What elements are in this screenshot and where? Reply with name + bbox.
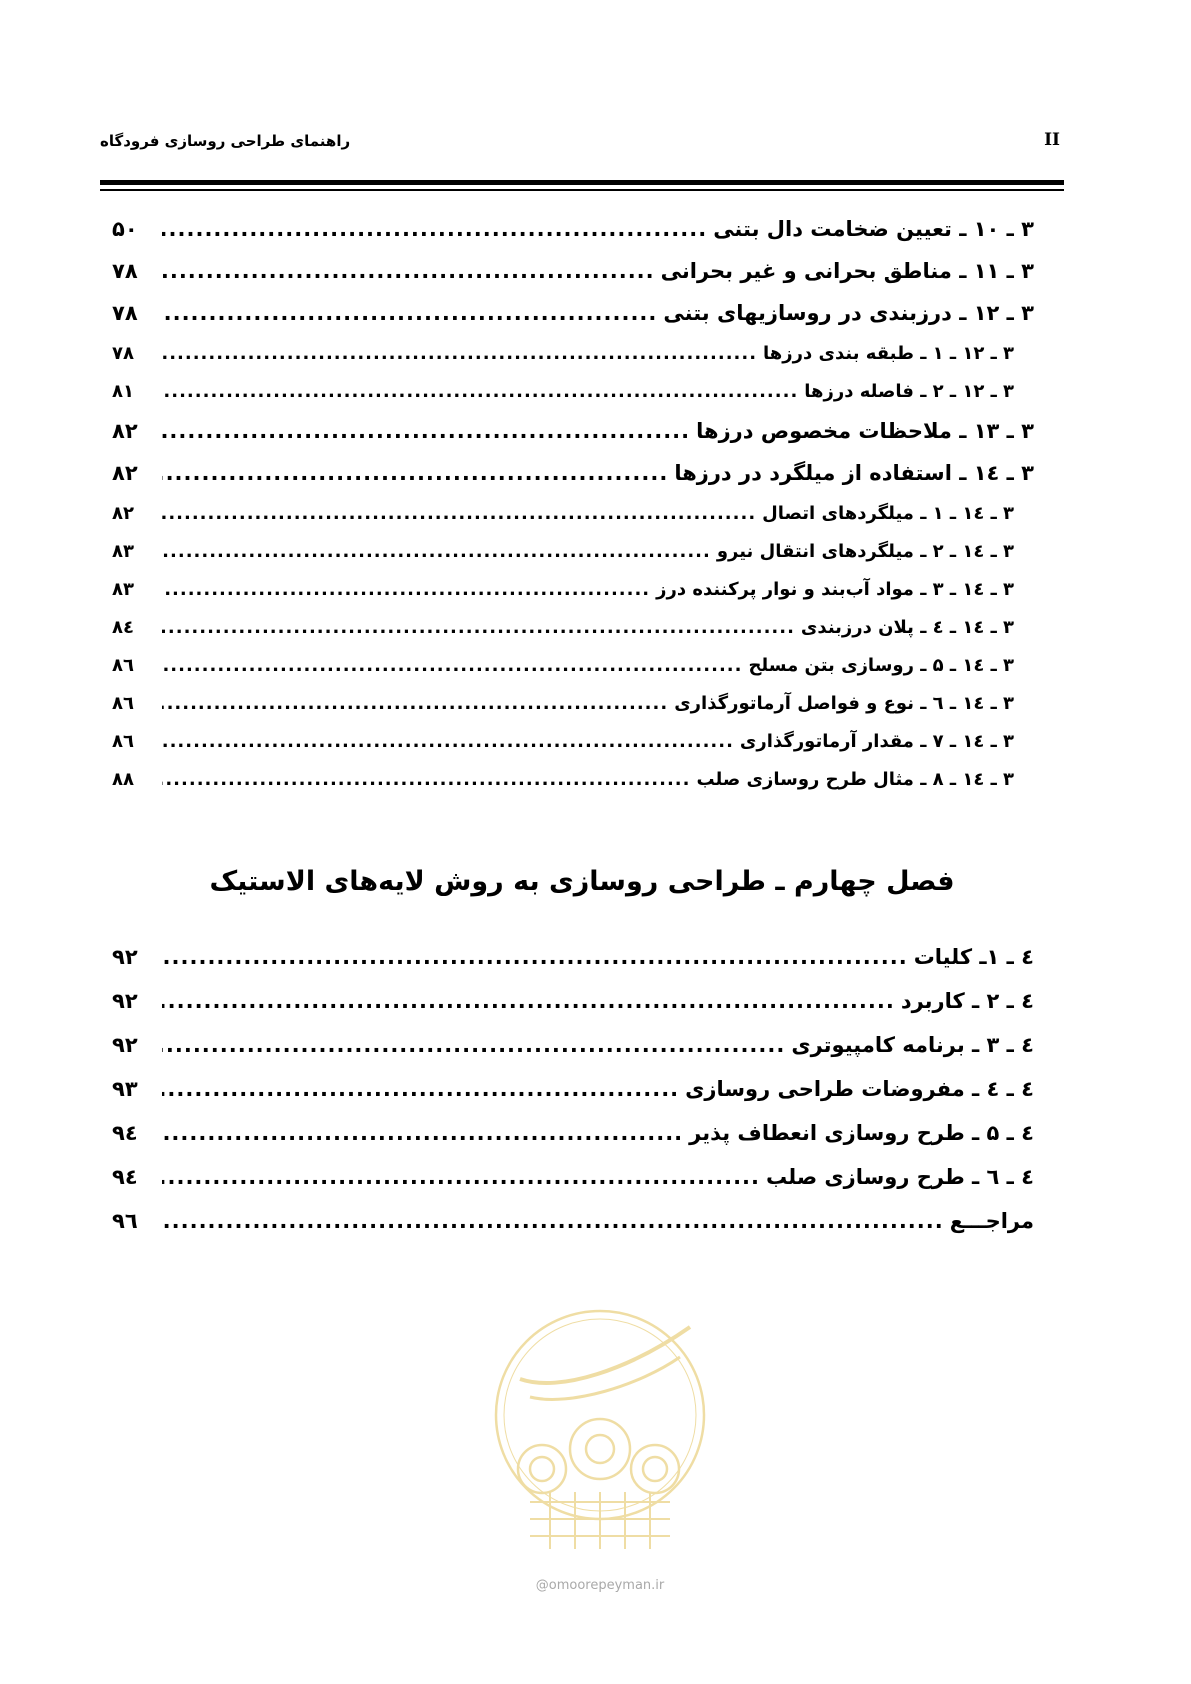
header-rule-thin (100, 189, 1064, 191)
toc-entry-title: ٤ ـ ٦ ـ طرح روسازی صلب (766, 1165, 1034, 1189)
toc-leader-dots (162, 419, 690, 443)
toc-entry[interactable] (112, 503, 1034, 541)
toc-entry[interactable] (112, 419, 1034, 461)
toc-leader-dots (162, 731, 734, 752)
toc-leader-dots (162, 259, 655, 283)
toc-entry-page: ۸۲ (112, 503, 134, 524)
toc-entry-title: ۳ ـ ۱۰ ـ تعیین ضخامت دال بتنی (713, 217, 1034, 241)
header-rule-thick (100, 180, 1064, 185)
toc-leader-dots (162, 381, 798, 402)
toc-entry[interactable] (112, 1121, 1034, 1165)
toc-entry-page: ۵۰ (112, 217, 138, 241)
toc-section-3 (112, 217, 1034, 807)
toc-entry-page: ۸۲ (112, 419, 138, 443)
toc-leader-dots (162, 1165, 760, 1189)
toc-entry-title: ٤ ـ ۱ـ کلیات (913, 945, 1034, 969)
toc-entry[interactable] (112, 541, 1034, 579)
toc-entry-page: ٨٦ (112, 655, 134, 676)
running-title: راهنمای طراحی روسازی فرودگاه (100, 132, 351, 150)
toc-entry-page: ۸۳ (112, 541, 134, 562)
toc-entry[interactable] (112, 693, 1034, 731)
toc-entry-title: ۳ ـ ۱۲ ـ ۲ ـ فاصله درزها (804, 381, 1014, 402)
watermark-url: @omoorepeyman.ir (535, 1578, 665, 1593)
toc-entry-page: ٩٤ (112, 1121, 138, 1145)
toc-entry-title: ٤ ـ ٤ ـ مفروضات طراحی روسازی (685, 1077, 1034, 1101)
toc-leader-dots (162, 1077, 679, 1101)
toc-leader-dots (162, 301, 657, 325)
toc-entry[interactable] (112, 945, 1034, 989)
toc-leader-dots (162, 217, 707, 241)
toc-entry-page: ۹۲ (112, 1033, 138, 1057)
toc-entry-page: ۹۲ (112, 989, 138, 1013)
toc-entry-page: ۸۱ (112, 381, 134, 402)
chapter-heading: فصل چهارم ـ طراحی روسازی به روش لایه‌های الاستیک (209, 866, 955, 897)
toc-entry-page: ۹۳ (112, 1077, 138, 1101)
toc-entry-title: ٤ ـ ۳ ـ برنامه کامپیوتری (791, 1033, 1034, 1057)
toc-entry-page: ۸۲ (112, 461, 138, 485)
toc-entry[interactable] (112, 343, 1034, 381)
toc-entry-page: ۷۸ (112, 259, 138, 283)
toc-entry-title: ۳ ـ ١٤ ـ ۳ ـ مواد آب‌بند و نوار پرکننده درز (656, 579, 1014, 600)
toc-entry[interactable] (112, 617, 1034, 655)
running-header (100, 126, 1060, 162)
toc-entry[interactable] (112, 217, 1034, 259)
toc-entry[interactable] (112, 259, 1034, 301)
toc-entry[interactable] (112, 655, 1034, 693)
toc-entry-page: ٨٦ (112, 693, 134, 714)
toc-entry-title: ۳ ـ ١٤ ـ ۷ ـ مقدار آرماتورگذاری (739, 731, 1014, 752)
watermark-logo (490, 1297, 710, 1567)
toc-entry-title: ۳ ـ ۱۲ ـ ۱ ـ طبقه بندی درزها (763, 343, 1014, 364)
toc-leader-dots (162, 579, 650, 600)
toc-leader-dots (162, 945, 908, 969)
toc-leader-dots (162, 989, 895, 1013)
toc-entry-page: ۷۸ (112, 301, 138, 325)
toc-leader-dots (162, 1033, 785, 1057)
toc-entry-title: ۳ ـ ۱۱ ـ مناطق بحرانی و غیر بحرانی (660, 259, 1034, 283)
toc-entry-page: ٩٤ (112, 1165, 138, 1189)
toc-entry-page: ٨٤ (112, 617, 134, 638)
toc-entry-page: ٩٦ (112, 1209, 138, 1233)
toc-entry-title: ۳ ـ ١٤ ـ ۸ ـ مثال طرح روسازی صلب (696, 769, 1014, 790)
toc-leader-dots (162, 503, 756, 524)
toc-entry-page: ۸۸ (112, 769, 134, 790)
toc-entry[interactable] (112, 1209, 1034, 1253)
toc-entry-title: ۳ ـ ١٤ ـ استفاده از میلگرد در درزها (674, 461, 1034, 485)
toc-entry[interactable] (112, 579, 1034, 617)
toc-leader-dots (162, 343, 757, 364)
toc-entry-title: ۳ ـ ١٤ ـ ٤ ـ پلان درزبندی (800, 617, 1014, 638)
toc-entry-title: ۳ ـ ۱۲ ـ درزبندی در روسازیهای بتنی (663, 301, 1034, 325)
toc-entry-page: ٨٦ (112, 731, 134, 752)
toc-leader-dots (162, 617, 795, 638)
toc-entry[interactable] (112, 381, 1034, 419)
toc-entry-page: ۸۳ (112, 579, 134, 600)
toc-leader-dots (162, 693, 668, 714)
toc-entry-title: ۳ ـ ١٤ ـ ۲ ـ میلگردهای انتقال نیرو (716, 541, 1014, 562)
toc-entry[interactable] (112, 461, 1034, 503)
toc-entry-title: ۳ ـ ١٤ ـ ۱ ـ میلگردهای اتصال (762, 503, 1014, 524)
toc-entry-title: ۳ ـ ١٤ ـ ٦ ـ نوع و فواصل آرماتورگذاری (674, 693, 1014, 714)
toc-leader-dots (162, 461, 668, 485)
toc-entry[interactable] (112, 769, 1034, 807)
toc-entry[interactable] (112, 1165, 1034, 1209)
toc-leader-dots (162, 1209, 944, 1233)
toc-leader-dots (162, 655, 742, 676)
toc-entry[interactable] (112, 731, 1034, 769)
toc-entry-page: ۷۸ (112, 343, 134, 364)
toc-entry-title: ٤ ـ ۲ ـ کاربرد (900, 989, 1034, 1013)
toc-entry[interactable] (112, 1033, 1034, 1077)
toc-entry[interactable] (112, 1077, 1034, 1121)
toc-leader-dots (162, 1121, 683, 1145)
toc-leader-dots (162, 541, 711, 562)
toc-entry-title: ۳ ـ ١٤ ـ ۵ ـ روسازی بتن مسلح (748, 655, 1014, 676)
toc-entry-title: مراجـــع (949, 1209, 1034, 1233)
page-number: II (1044, 130, 1060, 150)
toc-leader-dots (162, 769, 690, 790)
toc-section-4 (112, 945, 1034, 1253)
toc-entry[interactable] (112, 989, 1034, 1033)
toc-entry-title: ۳ ـ ۱۳ ـ ملاحظات مخصوص درزها (696, 419, 1034, 443)
toc-entry-page: ۹۲ (112, 945, 138, 969)
toc-entry-title: ٤ ـ ۵ ـ طرح روسازی انعطاف پذیر (689, 1121, 1034, 1145)
toc-entry[interactable] (112, 301, 1034, 343)
